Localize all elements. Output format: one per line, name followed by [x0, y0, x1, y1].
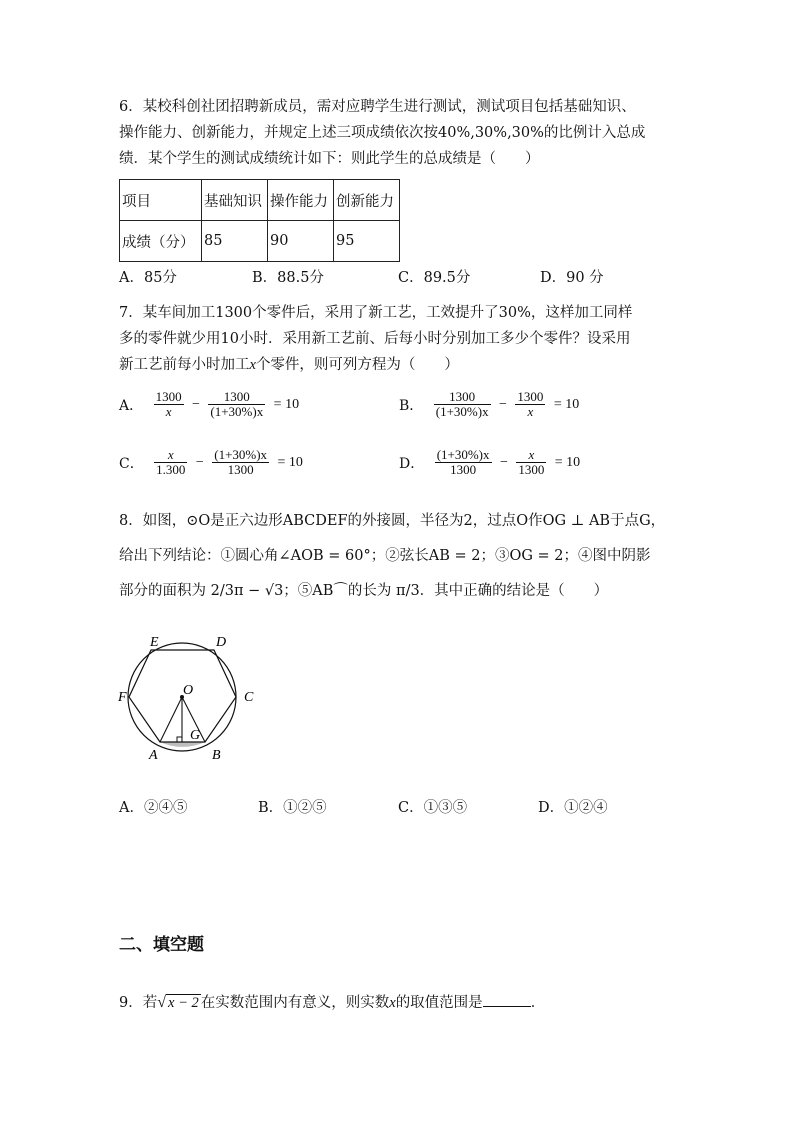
fraction	[154, 448, 187, 477]
q9-variable: x	[389, 995, 396, 1011]
operator: −	[195, 454, 204, 470]
denominator: 1300	[212, 462, 269, 477]
fraction	[435, 448, 492, 477]
segment-oa	[160, 697, 182, 742]
option-label: A．	[119, 397, 144, 414]
option-label: B．	[399, 397, 424, 414]
table-header-cell: 操作能力	[268, 180, 334, 221]
q8-option-c: C．①③⑤	[398, 800, 468, 816]
q7-variable: x	[249, 357, 256, 373]
label-c: C	[244, 690, 254, 705]
numerator: (1+30%)x	[436, 447, 490, 462]
operator: −	[499, 454, 508, 470]
numerator: x	[167, 447, 174, 462]
table-header-cell: 基础知识	[202, 180, 268, 221]
numerator: 1300	[449, 389, 476, 404]
q7-option-b	[399, 390, 583, 419]
operator: −	[192, 396, 200, 412]
q7-line-3-a: 新工艺前每小时加工	[119, 357, 250, 373]
fraction	[516, 448, 546, 477]
denominator: x	[154, 404, 184, 419]
denominator: 1300	[518, 462, 545, 477]
equals-rhs: = 10	[554, 454, 581, 470]
fraction	[434, 390, 491, 419]
q7-line-2: 多的零件就少用10小时．采用新工艺前、后每小时分别加工多少个零件？设采用	[119, 331, 631, 347]
q8-line-3: 部分的面积为 2/3π − √3；⑤AB⌒的长为 π/3．其中正确的结论是（ ）	[119, 583, 609, 599]
right-angle-mark	[177, 737, 182, 742]
q8-line-1: 8．如图，⊙O是正六边形ABCDEF的外接圆，半径为2，过点O作OG ⊥ AB于点G，	[119, 513, 666, 529]
equals-rhs: = 10	[553, 396, 580, 412]
option-label: D．	[399, 455, 425, 472]
section-title: 二、填空题	[119, 935, 204, 955]
table-header-cell: 创新能力	[334, 180, 400, 221]
numerator: 1300	[223, 389, 250, 404]
q6-option-c: C．89.5分	[398, 270, 471, 286]
label-b: B	[212, 748, 221, 763]
q7-option-c	[119, 448, 307, 477]
q9-suffix: 的取值范围是	[395, 995, 483, 1011]
hexagon-figure	[115, 628, 265, 763]
denominator: (1+30%)x	[210, 404, 264, 419]
table-cell: 90	[268, 221, 334, 262]
fraction	[212, 448, 269, 477]
table-cell: 85	[202, 221, 268, 262]
sqrt-sign: √	[157, 994, 167, 1011]
answer-blank[interactable]	[483, 992, 531, 1007]
table-cell: 成绩（分）	[120, 221, 202, 262]
numerator: 1300	[517, 389, 544, 404]
table-header-row	[120, 180, 400, 221]
q8-option-d: D．①②④	[538, 800, 608, 816]
fraction	[208, 390, 265, 419]
equals-rhs: = 10	[277, 454, 303, 470]
label-o: O	[183, 683, 194, 698]
label-e: E	[150, 635, 159, 650]
numerator: x	[528, 447, 535, 462]
denominator: 1300	[435, 462, 492, 477]
q9-mid: 在实数范围内有意义，则实数	[200, 995, 390, 1011]
q7-option-a	[119, 390, 303, 419]
q6-line-1: 6．某校科创社团招聘新成员，需对应聘学生进行测试，测试项目包括基础知识、	[119, 99, 636, 115]
q9-end: ．	[530, 995, 546, 1011]
q7-line-3-b: 个零件，则可列方程为（ ）	[255, 357, 459, 373]
fraction	[515, 390, 545, 419]
q9-prefix: 9．若	[119, 995, 158, 1011]
equals-rhs: = 10	[273, 396, 300, 412]
label-f: F	[118, 690, 127, 705]
operator: −	[499, 396, 507, 412]
q6-line-2: 操作能力、创新能力，并规定上述三项成绩依次按40%,30%,30%的比例计入总成	[119, 125, 646, 141]
q7-line-3	[119, 354, 459, 376]
q6-line-3: 绩．某个学生的测试成绩统计如下：则此学生的总成绩是（ ）	[119, 151, 540, 167]
q8-option-a: A．②④⑤	[119, 800, 188, 816]
score-table	[119, 179, 400, 262]
denominator: x	[515, 404, 545, 419]
numerator: (1+30%)x	[214, 447, 268, 462]
radicand: x − 2	[168, 995, 199, 1011]
table-row	[120, 221, 400, 262]
fraction	[154, 390, 184, 419]
denominator: 1.300	[156, 462, 186, 477]
q7-option-d	[399, 448, 584, 477]
q6-option-a: A．85分	[119, 270, 177, 286]
denominator: (1+30%)x	[435, 404, 489, 419]
option-label: C．	[119, 455, 144, 472]
q6-option-d: D．90 分	[540, 270, 604, 286]
table-header-cell: 项目	[120, 180, 202, 221]
q8-line-2: 给出下列结论：①圆心角∠AOB = 60°；②弦长AB = 2；③OG = 2；④图中阴影	[119, 548, 651, 564]
label-d: D	[216, 635, 227, 650]
q7-line-1: 7．某车间加工1300个零件后，采用了新工艺，工效提升了30%，这样加工同样	[119, 305, 633, 321]
numerator: 1300	[155, 389, 182, 404]
label-g: G	[190, 728, 201, 743]
q6-option-b: B．88.5分	[252, 270, 324, 286]
table-cell: 95	[334, 221, 400, 262]
q9-line	[119, 992, 545, 1014]
label-a: A	[149, 748, 158, 763]
q8-option-b: B．①②⑤	[258, 800, 327, 816]
